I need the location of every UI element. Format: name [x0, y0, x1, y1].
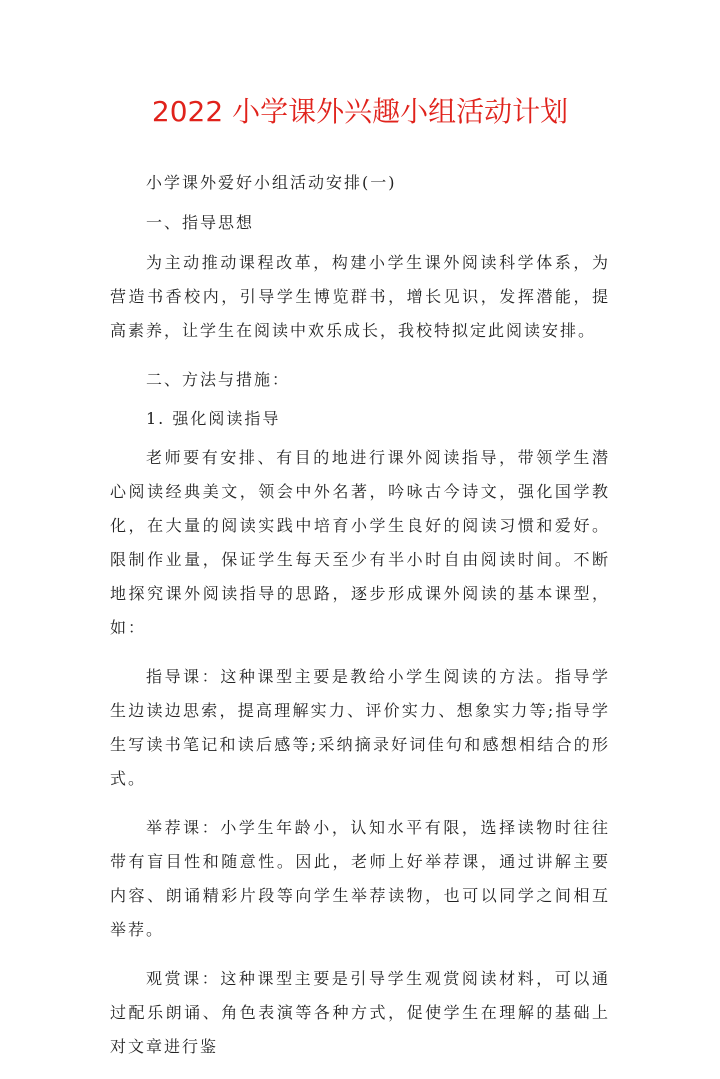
- paragraph-recommendation-class: 举荐课：小学生年龄小，认知水平有限，选择读物时往往带有盲目性和随意性。因此，老师上好举荐课，通过讲解主要内容、朗诵精彩片段等向学生举荐读物，也可以同学之间相互举荐。: [110, 818, 610, 939]
- paragraph-intro: 为主动推动课程改革，构建小学生课外阅读科学体系，为营造书香校内，引导学生博览群书，增长见识，发挥潜能，提高素养，让学生在阅读中欢乐成长，我校特拟定此阅读安排。: [110, 253, 610, 340]
- heading-reading-guidance: 1. 强化阅读指导: [146, 409, 281, 428]
- paragraph-guidance-class: 指导课：这种课型主要是教给小学生阅读的方法。指导学生边读边思索，提高理解实力、评价实力、想象实力等;指导学生写读书笔记和读后感等;采纳摘录好词佳句和感想相结合的形式。: [110, 667, 610, 788]
- heading-guiding-ideology: 一、指导思想: [146, 213, 255, 232]
- document-body: [110, 166, 610, 1079]
- heading-methods: 二、方法与措施：: [146, 370, 291, 389]
- paragraph-reading-guidance: 老师要有安排、有目的地进行课外阅读指导，带领学生潜心阅读经典美文，领会中外名著，吟咏古今诗文，强化国学教化，在大量的阅读实践中培育小学生良好的阅读习惯和爱好。限制作业量，保证学生每天至少有半小时自由阅读时间。不断地探究课外阅读指导的思路，逐步形成课外阅读的基本课型，如：: [110, 448, 610, 637]
- document-title: 2022 小学课外兴趣小组活动计划: [151, 95, 569, 128]
- section-subtitle: 小学课外爱好小组活动安排(一): [146, 173, 397, 192]
- paragraph-appreciation-class: 观赏课：这种课型主要是引导学生观赏阅读材料，可以通过配乐朗诵、角色表演等各种方式，促使学生在理解的基础上对文章进行鉴: [110, 969, 610, 1056]
